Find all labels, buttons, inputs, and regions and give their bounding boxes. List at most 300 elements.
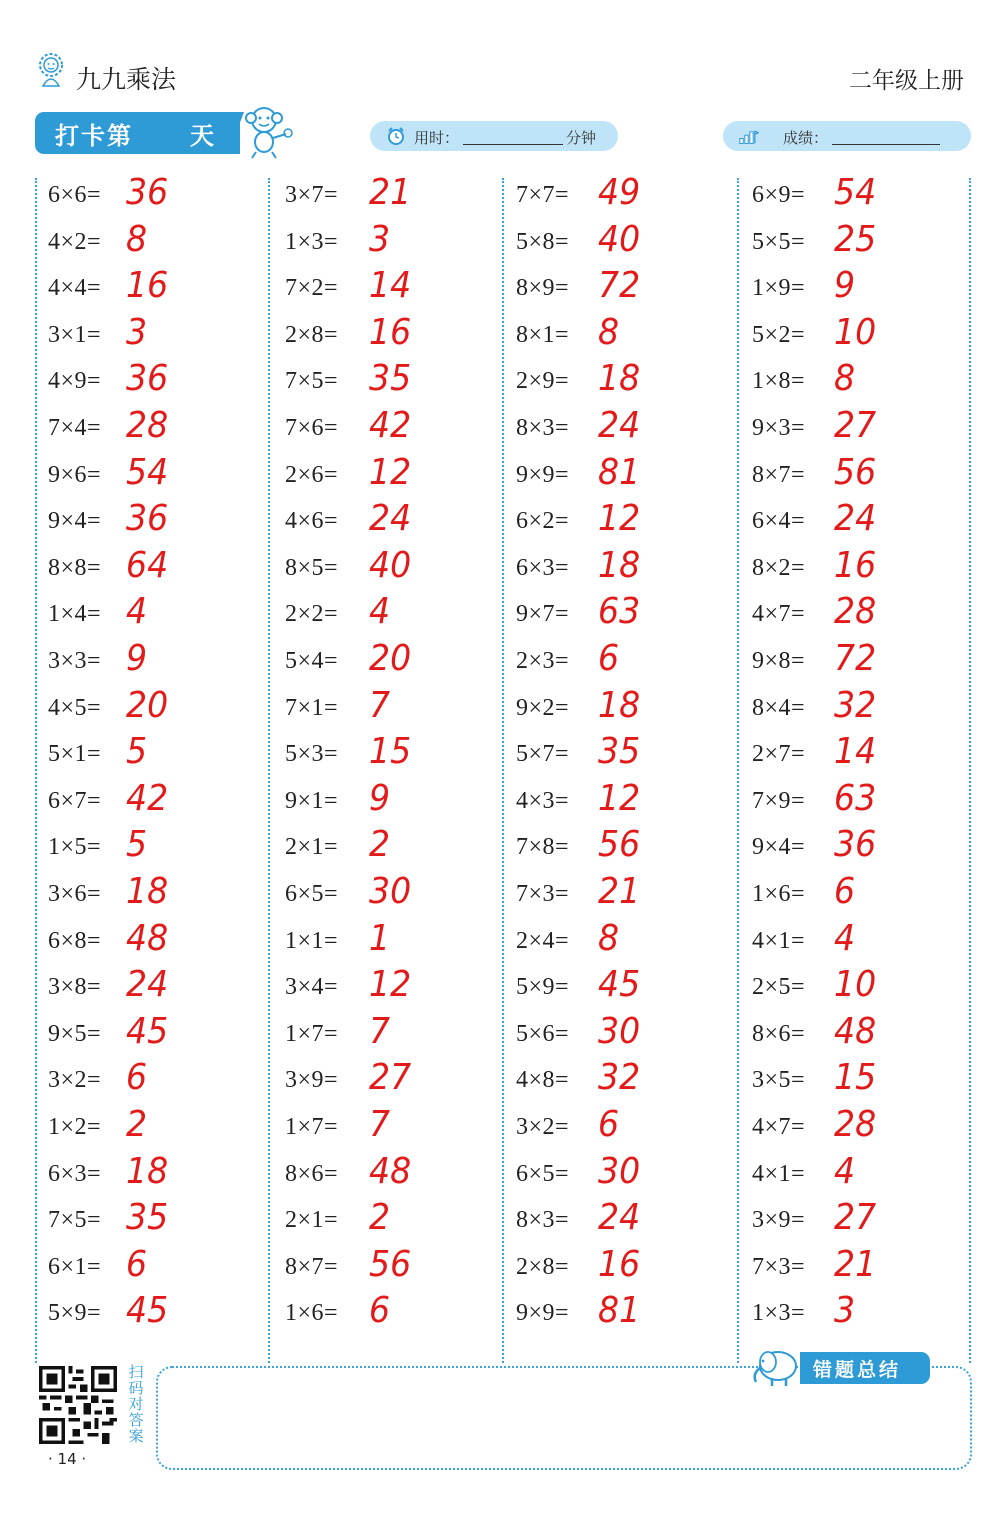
handwritten-answer[interactable]: 2: [369, 1197, 391, 1239]
problem-row: [516, 638, 716, 690]
problem-row: [752, 1057, 952, 1109]
column-divider: [737, 178, 739, 1363]
problem-equation: 3×9=: [285, 1067, 339, 1094]
problem-row: [752, 498, 952, 550]
handwritten-answer[interactable]: 48: [834, 1010, 877, 1052]
handwritten-answer[interactable]: 72: [598, 265, 641, 307]
problem-equation: 6×7=: [48, 787, 102, 814]
handwritten-answer[interactable]: 8: [598, 311, 620, 353]
problem-row: [516, 1104, 716, 1156]
handwritten-answer[interactable]: 24: [598, 405, 641, 446]
problem-equation: 8×7=: [285, 1253, 339, 1280]
problem-row: [516, 265, 716, 317]
problem-equation: 8×1=: [516, 321, 570, 348]
handwritten-answer[interactable]: 21: [834, 1243, 877, 1285]
problem-equation: 2×7=: [752, 741, 806, 768]
problem-row: [48, 1104, 248, 1156]
handwritten-answer[interactable]: 21: [369, 172, 412, 213]
handwritten-answer[interactable]: 18: [126, 871, 169, 912]
handwritten-answer[interactable]: 35: [126, 1197, 169, 1239]
problem-equation: 2×8=: [516, 1253, 570, 1280]
problem-equation: 8×7=: [752, 461, 806, 488]
problem-row: [516, 498, 716, 550]
problem-row: [285, 218, 485, 271]
problem-equation: 2×5=: [752, 974, 806, 1001]
problem-row: [285, 591, 485, 643]
handwritten-answer[interactable]: 8: [126, 218, 148, 260]
problem-equation: 6×8=: [48, 927, 102, 954]
problem-row: [516, 824, 716, 876]
problem-equation: 5×4=: [285, 648, 339, 674]
problem-equation: 4×6=: [285, 508, 339, 535]
problem-row: [516, 218, 716, 271]
problem-row: [48, 498, 248, 550]
handwritten-answer[interactable]: 18: [598, 358, 641, 400]
handwritten-answer[interactable]: 35: [598, 731, 641, 773]
handwritten-answer[interactable]: 8: [598, 917, 620, 959]
problem-equation: 7×8=: [516, 834, 570, 861]
problem-equation: 7×3=: [752, 1253, 806, 1280]
handwritten-answer[interactable]: 54: [834, 172, 877, 213]
handwritten-answer[interactable]: 81: [598, 451, 641, 493]
problem-equation: 8×3=: [516, 1207, 570, 1234]
handwritten-answer[interactable]: 9: [369, 777, 391, 819]
problem-row: [285, 172, 485, 224]
handwritten-answer[interactable]: 24: [126, 964, 169, 1006]
handwritten-answer[interactable]: 56: [598, 824, 641, 866]
problem-equation: 4×7=: [752, 1114, 806, 1140]
problem-equation: 2×1=: [285, 834, 339, 861]
problem-equation: 3×2=: [48, 1067, 102, 1094]
page-header: [0, 0, 1000, 110]
handwritten-answer[interactable]: 7: [369, 1104, 391, 1145]
column-divider: [268, 178, 270, 1363]
handwritten-answer[interactable]: 30: [598, 1010, 641, 1052]
problem-equation: 2×9=: [516, 368, 570, 395]
handwritten-answer[interactable]: 6: [834, 871, 856, 912]
problem-row: [48, 777, 248, 830]
problem-row: [48, 1197, 248, 1249]
handwritten-answer[interactable]: 2: [369, 824, 391, 866]
problem-row: [48, 265, 248, 317]
problem-equation: 4×9=: [48, 368, 102, 395]
handwritten-answer[interactable]: 63: [598, 591, 641, 633]
problem-row: [752, 917, 952, 970]
handwritten-answer[interactable]: 28: [834, 591, 877, 633]
problem-row: [48, 824, 248, 876]
clock-icon: [386, 126, 406, 146]
handwritten-answer[interactable]: 28: [834, 1104, 877, 1145]
handwritten-answer[interactable]: 56: [834, 451, 877, 493]
handwritten-answer[interactable]: 6: [126, 1057, 148, 1099]
book-title: 九九乘法: [76, 65, 177, 94]
handwritten-answer[interactable]: 7: [369, 1010, 391, 1052]
problem-row: [48, 405, 248, 457]
problem-row: [48, 917, 248, 970]
handwritten-answer[interactable]: 16: [834, 544, 877, 586]
handwritten-answer[interactable]: 16: [598, 1243, 641, 1285]
problem-equation: 1×2=: [48, 1114, 102, 1140]
problem-row: [516, 591, 716, 643]
problem-equation: 5×1=: [48, 741, 102, 768]
handwritten-answer[interactable]: 6: [598, 638, 620, 679]
score-label: 成绩：: [783, 129, 829, 147]
problem-equation: 7×1=: [285, 694, 339, 721]
problem-equation: 5×2=: [752, 321, 806, 348]
problem-equation: 6×4=: [752, 508, 806, 535]
problem-row: [48, 591, 248, 643]
column-divider: [969, 178, 971, 1363]
problem-equation: 6×1=: [48, 1253, 102, 1280]
problem-equation: 6×6=: [48, 182, 102, 208]
problem-row: [48, 1150, 248, 1203]
lion-icon: [36, 52, 66, 88]
problem-equation: 8×4=: [752, 694, 806, 721]
problem-equation: 5×5=: [752, 228, 806, 255]
handwritten-answer[interactable]: 15: [834, 1057, 877, 1099]
problem-equation: 8×2=: [752, 554, 806, 581]
problem-row: [285, 498, 485, 550]
handwritten-answer[interactable]: 42: [369, 405, 412, 446]
problem-row: [285, 1104, 485, 1156]
handwritten-answer[interactable]: 6: [598, 1104, 620, 1145]
chart-icon: [739, 126, 759, 146]
problem-row: [752, 1150, 952, 1203]
problem-equation: 7×9=: [752, 787, 806, 814]
handwritten-answer[interactable]: 36: [126, 358, 169, 400]
problem-equation: 9×7=: [516, 601, 570, 628]
handwritten-answer[interactable]: 20: [369, 638, 412, 679]
problem-row: [752, 871, 952, 923]
time-field[interactable]: [370, 121, 618, 151]
problem-equation: 6×9=: [752, 182, 806, 208]
problem-row: [48, 1057, 248, 1109]
problem-row: [285, 311, 485, 364]
problem-row: [516, 311, 716, 364]
problem-equation: 3×5=: [752, 1067, 806, 1094]
problem-row: [48, 1010, 248, 1063]
problem-equation: 3×2=: [516, 1114, 570, 1140]
problem-equation: 5×9=: [516, 974, 570, 1001]
handwritten-answer[interactable]: 10: [834, 311, 877, 353]
problem-row: [285, 1290, 485, 1342]
handwritten-answer[interactable]: 1: [369, 917, 391, 959]
problem-equation: 1×3=: [752, 1300, 806, 1327]
problem-equation: 4×8=: [516, 1067, 570, 1094]
handwritten-answer[interactable]: 9: [126, 638, 148, 679]
handwritten-answer[interactable]: 27: [834, 405, 877, 446]
problem-equation: 9×4=: [48, 508, 102, 535]
handwritten-answer[interactable]: 27: [369, 1057, 412, 1099]
problem-row: [48, 684, 248, 737]
problem-row: [48, 1243, 248, 1296]
problem-equation: 8×5=: [285, 554, 339, 581]
problem-equation: 3×4=: [285, 974, 339, 1001]
problem-row: [752, 405, 952, 457]
problem-equation: 4×3=: [516, 787, 570, 814]
handwritten-answer[interactable]: 40: [369, 544, 412, 586]
handwritten-answer[interactable]: 24: [834, 498, 877, 540]
handwritten-answer[interactable]: 36: [126, 172, 169, 213]
handwritten-answer[interactable]: 15: [369, 731, 412, 773]
handwritten-answer[interactable]: 72: [834, 638, 877, 679]
problem-row: [285, 777, 485, 830]
problem-row: [516, 358, 716, 410]
problem-equation: 1×6=: [752, 881, 806, 907]
problem-equation: 9×3=: [752, 415, 806, 441]
problem-row: [285, 684, 485, 737]
handwritten-answer[interactable]: 45: [126, 1010, 169, 1052]
handwritten-answer[interactable]: 35: [369, 358, 412, 400]
problem-equation: 5×8=: [516, 228, 570, 255]
problem-row: [285, 451, 485, 504]
handwritten-answer[interactable]: 56: [369, 1243, 412, 1285]
handwritten-answer[interactable]: 30: [369, 871, 412, 912]
problem-equation: 9×9=: [516, 1300, 570, 1327]
handwritten-answer[interactable]: 9: [834, 265, 856, 307]
handwritten-answer[interactable]: 18: [598, 684, 641, 726]
problem-equation: 1×9=: [752, 275, 806, 302]
handwritten-answer[interactable]: 12: [598, 498, 641, 540]
problem-row: [285, 544, 485, 597]
handwritten-answer[interactable]: 4: [834, 917, 856, 959]
handwritten-answer[interactable]: 7: [369, 684, 391, 726]
handwritten-answer[interactable]: 42: [126, 777, 169, 819]
problem-row: [285, 824, 485, 876]
problem-row: [752, 451, 952, 504]
problem-row: [516, 1057, 716, 1109]
problem-row: [285, 917, 485, 970]
problem-row: [752, 172, 952, 224]
handwritten-answer[interactable]: 48: [369, 1150, 412, 1192]
problem-equation: 1×8=: [752, 368, 806, 395]
handwritten-answer[interactable]: 45: [598, 964, 641, 1006]
handwritten-answer[interactable]: 2: [126, 1104, 148, 1145]
problem-equation: 2×3=: [516, 648, 570, 674]
problem-equation: 1×1=: [285, 927, 339, 954]
problem-equation: 4×1=: [752, 927, 806, 954]
handwritten-answer[interactable]: 3: [369, 218, 391, 260]
problem-row: [516, 777, 716, 830]
problem-equation: 3×8=: [48, 974, 102, 1001]
problem-equation: 9×1=: [285, 787, 339, 814]
problem-row: [752, 731, 952, 783]
problem-row: [752, 311, 952, 364]
problem-row: [752, 591, 952, 643]
handwritten-answer[interactable]: 25: [834, 218, 877, 260]
problem-row: [516, 172, 716, 224]
handwritten-answer[interactable]: 32: [834, 684, 877, 726]
problem-equation: 8×9=: [516, 275, 570, 302]
handwritten-answer[interactable]: 81: [598, 1290, 641, 1332]
problem-row: [285, 1197, 485, 1249]
problem-row: [752, 1290, 952, 1342]
problem-equation: 6×3=: [516, 554, 570, 581]
handwritten-answer[interactable]: 6: [369, 1290, 391, 1332]
problem-equation: 2×2=: [285, 601, 339, 628]
handwritten-answer[interactable]: 54: [126, 451, 169, 493]
handwritten-answer[interactable]: 3: [126, 311, 148, 353]
problem-equation: 8×8=: [48, 554, 102, 581]
problem-equation: 8×3=: [516, 415, 570, 441]
handwritten-answer[interactable]: 6: [126, 1243, 148, 1285]
problem-equation: 3×7=: [285, 182, 339, 208]
problem-row: [48, 218, 248, 271]
problem-row: [285, 265, 485, 317]
handwritten-answer[interactable]: 27: [834, 1197, 877, 1239]
time-label: 用时：: [414, 129, 460, 147]
problem-equation: 4×5=: [48, 694, 102, 721]
problem-equation: 3×9=: [752, 1207, 806, 1234]
grade-label: 二年级上册: [849, 68, 964, 94]
handwritten-answer[interactable]: 32: [598, 1057, 641, 1099]
handwritten-answer[interactable]: 64: [126, 544, 169, 586]
handwritten-answer[interactable]: 12: [369, 964, 412, 1006]
mistake-summary-label: 错题总结: [813, 1359, 902, 1381]
problem-equation: 7×2=: [285, 275, 339, 302]
handwritten-answer[interactable]: 14: [369, 265, 412, 307]
problem-row: [285, 1057, 485, 1109]
column-divider: [502, 178, 504, 1363]
problem-equation: 5×9=: [48, 1300, 102, 1327]
handwritten-answer[interactable]: 14: [834, 731, 877, 773]
problem-equation: 2×8=: [285, 321, 339, 348]
problem-equation: 3×3=: [48, 648, 102, 674]
problem-row: [48, 731, 248, 783]
handwritten-answer[interactable]: 45: [126, 1290, 169, 1332]
handwritten-answer[interactable]: 20: [126, 684, 169, 726]
problem-row: [516, 1197, 716, 1249]
handwritten-answer[interactable]: 3: [834, 1290, 856, 1332]
handwritten-answer[interactable]: 12: [598, 777, 641, 819]
problem-equation: 5×6=: [516, 1020, 570, 1047]
problem-row: [285, 871, 485, 923]
score-blank[interactable]: [832, 144, 940, 145]
handwritten-answer[interactable]: 21: [598, 871, 641, 912]
problem-row: [752, 1197, 952, 1249]
problem-equation: 9×6=: [48, 461, 102, 488]
problem-equation: 9×5=: [48, 1020, 102, 1047]
problem-equation: 9×2=: [516, 694, 570, 721]
handwritten-answer[interactable]: 4: [834, 1150, 856, 1192]
problem-equation: 7×5=: [285, 368, 339, 395]
problem-row: [285, 731, 485, 783]
problem-row: [48, 638, 248, 690]
score-field[interactable]: [723, 121, 971, 151]
problem-equation: 3×6=: [48, 881, 102, 907]
problem-equation: 1×5=: [48, 834, 102, 861]
problem-equation: 2×6=: [285, 461, 339, 488]
handwritten-answer[interactable]: 16: [369, 311, 412, 353]
problem-equation: 1×7=: [285, 1114, 339, 1140]
handwritten-answer[interactable]: 36: [126, 498, 169, 540]
problem-row: [516, 731, 716, 783]
problem-equation: 7×7=: [516, 182, 570, 208]
handwritten-answer[interactable]: 24: [598, 1197, 641, 1239]
problem-row: [516, 1290, 716, 1342]
page-number: · 14 ·: [48, 1450, 87, 1468]
problem-equation: 5×3=: [285, 741, 339, 768]
problem-row: [752, 684, 952, 737]
problem-equation: 4×2=: [48, 228, 102, 255]
problem-row: [285, 1010, 485, 1063]
problem-row: [516, 1243, 716, 1296]
handwritten-answer[interactable]: 5: [126, 731, 148, 773]
handwritten-answer[interactable]: 5: [126, 824, 148, 866]
elephant-icon: [748, 1344, 804, 1388]
problem-row: [752, 824, 952, 876]
problem-row: [48, 172, 248, 224]
problem-row: [516, 1150, 716, 1203]
problem-equation: 9×9=: [516, 461, 570, 488]
handwritten-answer[interactable]: 24: [369, 498, 412, 540]
problem-row: [516, 1010, 716, 1063]
problem-row: [752, 218, 952, 271]
problem-row: [516, 871, 716, 923]
problem-equation: 5×7=: [516, 741, 570, 768]
handwritten-answer[interactable]: 28: [126, 405, 169, 446]
handwritten-answer[interactable]: 4: [126, 591, 148, 633]
scan-for-answers-label: 扫 码 对 答 案: [128, 1363, 144, 1445]
problem-row: [48, 311, 248, 364]
problem-row: [285, 1150, 485, 1203]
handwritten-answer[interactable]: 8: [834, 358, 856, 400]
problem-equation: 2×4=: [516, 927, 570, 954]
handwritten-answer[interactable]: 18: [598, 544, 641, 586]
problem-row: [48, 964, 248, 1016]
problem-equation: 6×5=: [285, 881, 339, 907]
handwritten-answer[interactable]: 40: [598, 218, 641, 260]
problem-equation: 3×1=: [48, 321, 102, 348]
handwritten-answer[interactable]: 48: [126, 917, 169, 959]
problem-row: [752, 358, 952, 410]
handwritten-answer[interactable]: 30: [598, 1150, 641, 1192]
problem-row: [516, 917, 716, 970]
problem-equation: 6×3=: [48, 1160, 102, 1187]
handwritten-answer[interactable]: 63: [834, 777, 877, 819]
problem-row: [752, 544, 952, 597]
problem-row: [48, 544, 248, 597]
handwritten-answer[interactable]: 4: [369, 591, 391, 633]
problem-row: [516, 451, 716, 504]
handwritten-answer[interactable]: 10: [834, 964, 877, 1006]
qr-code[interactable]: [36, 1366, 120, 1444]
problem-row: [516, 544, 716, 597]
problem-equation: 1×7=: [285, 1020, 339, 1047]
time-blank[interactable]: [463, 144, 563, 145]
problem-row: [285, 358, 485, 410]
handwritten-answer[interactable]: 16: [126, 265, 169, 307]
handwritten-answer[interactable]: 12: [369, 451, 412, 493]
problem-row: [752, 638, 952, 690]
problem-equation: 2×1=: [285, 1207, 339, 1234]
problem-row: [285, 1243, 485, 1296]
handwritten-answer[interactable]: 49: [598, 172, 641, 213]
problem-row: [516, 964, 716, 1016]
problem-equation: 7×6=: [285, 415, 339, 441]
problem-row: [752, 1104, 952, 1156]
problem-equation: 1×4=: [48, 601, 102, 628]
problem-row: [48, 451, 248, 504]
problem-equation: 4×4=: [48, 275, 102, 302]
problem-row: [752, 777, 952, 830]
problem-equation: 7×4=: [48, 415, 102, 441]
problem-equation: 1×6=: [285, 1300, 339, 1327]
problem-equation: 6×5=: [516, 1160, 570, 1187]
handwritten-answer[interactable]: 36: [834, 824, 877, 866]
checkin-unit: 天: [190, 122, 214, 150]
handwritten-answer[interactable]: 18: [126, 1150, 169, 1192]
